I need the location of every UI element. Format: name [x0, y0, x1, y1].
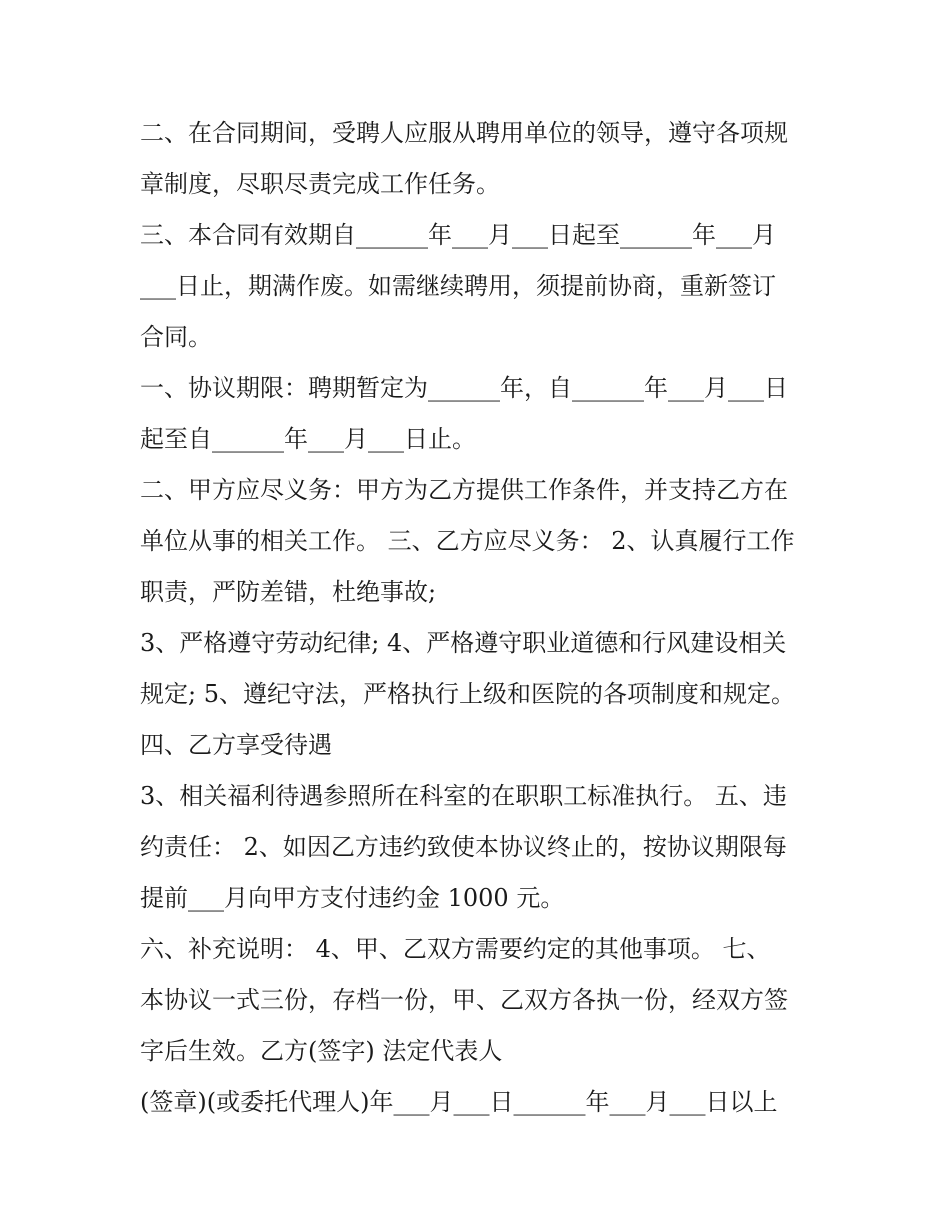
text-line: 二、甲方应尽义务：甲方为乙方提供工作条件，并支持乙方在	[140, 476, 788, 504]
text-line: 约责任： 2、如因乙方违约致使本协议终止的，按协议期限每	[140, 833, 787, 861]
text-line: 四、乙方享受待遇	[140, 731, 332, 759]
text-line: 3、严格遵守劳动纪律; 4、严格遵守职业道德和行风建设相关	[140, 629, 787, 657]
text-line: 章制度，尽职尽责完成工作任务。	[140, 170, 500, 198]
text-line: 3、相关福利待遇参照所在科室的在职职工标准执行。 五、违	[140, 782, 787, 810]
text-line: 合同。	[140, 323, 212, 351]
text-line: 提前___月向甲方支付违约金 1000 元。	[140, 884, 565, 912]
text-line: 六、补充说明： 4、甲、乙双方需要约定的其他事项。 七、	[140, 935, 771, 963]
text-line: 二、在合同期间，受聘人应服从聘用单位的领导，遵守各项规	[140, 119, 788, 147]
text-line: 本协议一式三份，存档一份，甲、乙双方各执一份，经双方签	[140, 986, 788, 1014]
text-line: 规定; 5、遵纪守法，严格执行上级和医院的各项制度和规定。	[140, 680, 795, 708]
text-line: 一、协议期限：聘期暂定为______年，自______年___月___日	[140, 374, 788, 402]
text-line: 字后生效。乙方(签字) 法定代表人	[140, 1037, 503, 1065]
text-line: 三、本合同有效期自______年___月___日起至______年___月	[140, 221, 776, 249]
text-line: (签章)(或委托代理人)年___月___日______年___月___日以上	[140, 1088, 778, 1116]
document-body	[140, 108, 820, 1128]
text-line: 起至自______年___月___日止。	[140, 425, 476, 453]
text-line: ___日止，期满作废。如需继续聘用，须提前协商，重新签订	[140, 272, 776, 300]
text-line: 职责，严防差错，杜绝事故;	[140, 578, 437, 606]
text-line: 单位从事的相关工作。 三、乙方应尽义务： 2、认真履行工作	[140, 527, 795, 555]
